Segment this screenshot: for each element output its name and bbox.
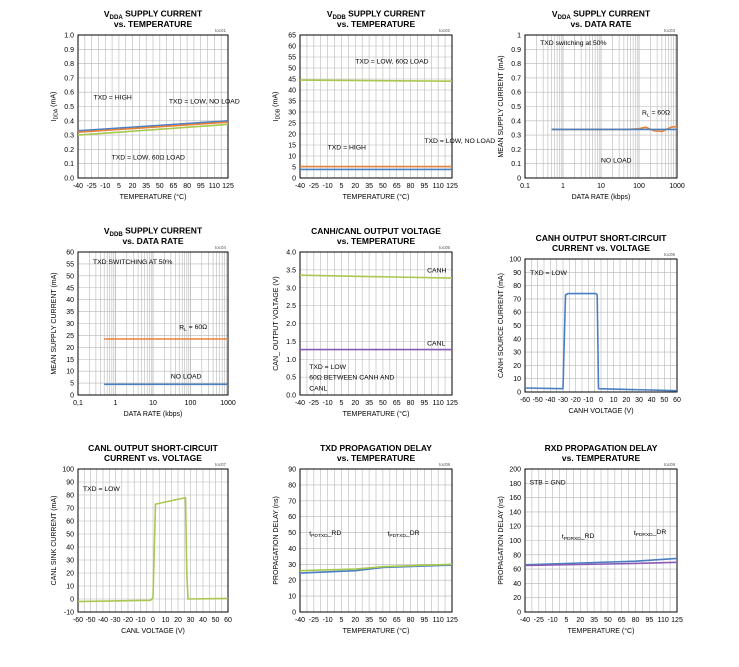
x-tick-label: -60 [72,617,84,624]
x-tick-label: -40 [294,617,306,624]
x-tick-label: 5 [339,400,344,407]
x-tick-label: 40 [647,397,656,404]
y-tick-label: 60 [66,518,74,526]
x-tick-label: 5 [564,617,569,624]
y-tick-label: 0.3 [511,132,521,140]
x-tick-label: -30 [557,397,569,404]
y-tick-label: 30 [513,349,521,357]
y-tick-label: 0.3 [64,132,74,140]
y-tick-label: 2.5 [286,303,296,311]
y-tick-label: 35 [66,309,74,317]
x-tick-label: -40 [519,617,531,624]
annotation-label: CANL [427,340,446,348]
y-tick-label: -10 [63,609,74,617]
y-tick-label: 30 [66,557,74,565]
y-tick-label: 35 [288,98,296,106]
y-tick-label: 20 [288,577,296,585]
y-tick-label: 0 [517,389,521,397]
x-tick-label: 50 [379,183,387,190]
y-tick-label: 50 [513,323,521,330]
chart-panel-3 [498,8,685,201]
chart-panel-5 [273,226,458,418]
y-tick-label: 10 [288,153,296,161]
x-tick-label: -25 [86,183,97,190]
x-tick-label: 35 [365,183,373,190]
x-tick-label: -40 [72,183,84,190]
y-tick-label: 0.4 [511,118,521,126]
annotation-label: TXD = LOW, 60Ω LOAD [111,154,185,162]
x-axis-label: CANL VOLTAGE (V) [121,628,185,635]
x-tick-label: 50 [379,617,387,624]
y-tick-label: 40 [513,336,521,344]
chart-title: $V_{DDB}$ SUPPLY CURRENT [103,225,203,238]
x-tick-label: 10 [597,183,605,190]
y-tick-label: 0 [517,609,521,617]
chart-panel-7 [51,443,232,635]
chart-panel-2 [272,8,495,201]
x-tick-label: 0 [599,397,603,404]
y-tick-label: 0.4 [64,118,74,126]
annotation-label: TXD = LOW, NO LOAD [168,98,240,106]
x-tick-label: 125 [446,400,458,407]
y-tick-label: 100 [509,256,521,264]
x-axis-label: TEMPERATURE (°C) [567,628,635,635]
chart-title: $V_{DDA}$ SUPPLY CURRENT [551,8,651,21]
x-tick-label: 20 [351,400,360,407]
y-tick-label: 0.1 [511,161,521,169]
chart-title: CANH OUTPUT SHORT-CIRCUIT [535,233,667,243]
chart-title: $V_{DDB}$ SUPPLY CURRENT [326,8,426,21]
y-tick-label: 0 [517,175,521,183]
x-tick-label: 80 [183,183,191,190]
y-tick-label: 60 [66,249,74,257]
x-tick-label: 125 [222,183,234,190]
chart-title: CURRENT vs. VOLTAGE [552,243,650,253]
x-axis-label: TEMPERATURE (°C) [342,411,410,418]
x-tick-label: 10 [609,397,618,404]
y-tick-label: 60 [288,514,296,522]
y-axis-label: PROPAGATION DELAY (ns) [498,496,505,585]
y-tick-label: 160 [509,495,521,503]
y-tick-label: 10 [288,593,296,601]
y-tick-label: 20 [288,131,296,139]
x-tick-label: 0 [151,617,155,624]
y-tick-label: 100 [62,466,74,474]
annotation-label: TXD = LOW, NO LOAD [424,137,496,145]
y-tick-label: 0.7 [511,75,521,83]
x-axis-label: DATA RATE (kbps) [571,194,631,201]
x-tick-label: 50 [604,617,612,624]
annotation-label: STB = GND [529,479,566,487]
y-tick-label: 0.8 [511,61,521,69]
x-tick-label: 20 [351,617,360,624]
figure-code: toc01 [214,28,226,33]
annotation-label: CANH [427,267,447,275]
x-tick-label: 20 [622,397,631,404]
annotation-label: $R_L = 60\Omega$ [179,323,208,333]
x-tick-label: -25 [308,400,319,407]
x-tick-label: 65 [392,617,401,624]
x-tick-label: 20 [351,183,360,190]
y-tick-label: 60 [513,566,521,574]
x-tick-label: 80 [406,400,415,407]
x-tick-label: 10 [161,617,170,624]
chart-panel-4 [51,225,236,418]
x-tick-label: 125 [446,617,458,624]
x-tick-label: -50 [532,397,543,404]
y-axis-label: PROPAGATION DELAY (ns) [273,496,280,585]
annotation-label: $t_{PDRXD}\_RD$ [561,532,595,542]
x-tick-label: 1 [561,183,565,190]
chart-panel-1 [50,8,239,201]
y-tick-label: 4.0 [286,249,296,257]
y-tick-label: 200 [509,466,521,474]
y-tick-label: 3.5 [286,267,296,275]
figure-code: toc09 [663,462,675,467]
x-axis-label: TEMPERATURE (°C) [119,194,187,201]
y-tick-label: 0.9 [511,46,521,54]
chart-panel-9 [498,443,683,635]
x-tick-label: 35 [142,183,151,190]
annotation-label: 60Ω BETWEEN CANH AND [309,374,395,382]
x-tick-label: 60 [224,617,232,624]
x-tick-label: 65 [392,400,401,407]
annotation-label: TXD switching at 50% [540,40,607,48]
y-tick-label: 0.5 [511,104,521,111]
x-axis-label: TEMPERATURE (°C) [342,628,410,635]
y-tick-label: 90 [513,269,521,277]
y-tick-label: 10 [513,376,521,384]
y-tick-label: 5 [292,164,296,172]
chart-title: RXD PROPAGATION DELAY [544,443,658,453]
y-tick-label: 0 [292,175,296,183]
x-tick-label: -10 [135,617,146,624]
x-tick-label: 65 [392,183,401,190]
y-tick-label: 40 [513,580,521,588]
chart-title: vs. TEMPERATURE [561,453,641,463]
x-tick-label: 95 [420,617,429,624]
y-tick-label: 0.0 [64,175,74,183]
y-axis-label: CANH SOURCE CURRENT (mA) [498,273,505,378]
chart-title: vs. DATA RATE [570,19,632,29]
y-tick-label: 10 [66,583,74,591]
annotation-label: TXD = LOW [83,486,120,494]
figure-code: toc07 [214,462,226,467]
y-axis-label: MEAN SUPPLY CURRENT (mA) [498,55,505,158]
chart-title: $V_{DDA}$ SUPPLY CURRENT [103,8,203,21]
y-tick-label: 0.8 [64,61,74,69]
chart-title: vs. TEMPERATURE [336,453,416,463]
x-axis-label: DATA RATE (kbps) [123,411,183,418]
y-tick-label: 120 [509,523,521,531]
x-tick-label: 50 [379,400,387,407]
y-tick-label: 40 [66,297,74,305]
x-tick-label: 50 [211,617,220,624]
x-tick-label: -40 [294,400,306,407]
annotation-label: $R_L = 60\Omega$ [642,109,671,119]
y-tick-label: 0 [70,596,74,604]
x-tick-label: 10 [149,400,157,407]
annotation-label: $t_{PDTXD}\_DR$ [387,530,420,540]
x-tick-label: -20 [570,397,581,404]
y-tick-label: 2.0 [286,321,296,328]
figure-code: toc02 [438,28,450,33]
y-tick-label: 0.5 [64,104,74,111]
y-tick-label: 50 [66,273,74,281]
chart-title: CURRENT vs. VOLTAGE [104,453,202,463]
y-tick-label: 1.0 [64,32,74,40]
y-tick-label: 50 [288,65,296,73]
y-axis-label: MEAN SUPPLY CURRENT (mA) [51,272,58,375]
annotation-label: $t_{PDTXD}\_RD$ [309,530,342,540]
annotation-label: TXD = HIGH [93,94,132,102]
x-tick-label: -60 [519,397,531,404]
x-tick-label: 30 [635,397,643,404]
x-tick-label: 1000 [220,400,236,407]
y-tick-label: 15 [288,142,296,150]
y-tick-label: 180 [509,480,521,488]
y-tick-label: 0.1 [64,161,74,169]
y-tick-label: 60 [288,43,296,51]
y-tick-label: 80 [66,492,74,500]
y-tick-label: 0.6 [511,89,521,97]
y-tick-label: 0.7 [64,75,74,83]
x-tick-label: 5 [339,183,344,190]
x-tick-label: 50 [155,183,164,190]
x-tick-label: 20 [576,617,585,624]
annotation-label: TXD = LOW [309,363,347,371]
x-tick-label: -50 [85,617,96,624]
y-tick-label: 0.0 [286,392,296,400]
x-tick-label: 95 [645,617,654,624]
x-tick-label: 1 [113,400,118,407]
y-tick-label: 0 [292,609,296,617]
y-tick-label: 90 [288,466,296,474]
x-tick-label: 80 [406,617,415,624]
y-tick-label: 70 [288,498,296,506]
figure-code: toc06 [663,252,675,257]
y-tick-label: 20 [66,570,74,578]
x-tick-label: -10 [322,617,333,624]
y-tick-label: 0.2 [64,146,74,154]
chart-title: vs. DATA RATE [122,236,184,246]
annotation-label: TXD SWITCHING AT 50% [92,258,173,266]
x-tick-label: 100 [184,400,197,407]
y-tick-label: 140 [509,509,521,517]
x-tick-label: 110 [208,183,220,190]
x-tick-label: 95 [196,183,205,190]
annotation-label: CANL [309,385,328,393]
chart-panel-8 [273,443,458,635]
y-tick-label: 5 [70,380,74,388]
y-axis-label: $I_{DDA}$ (mA) [50,91,60,122]
y-tick-label: 100 [509,538,521,545]
x-tick-label: 125 [446,183,458,190]
y-tick-label: 20 [66,344,74,352]
chart-title: TXD PROPAGATION DELAY [320,443,432,453]
chart-title: CANL OUTPUT SHORT-CIRCUIT [88,443,218,453]
y-tick-label: 0.2 [511,146,521,154]
y-tick-label: 30 [288,561,296,569]
y-tick-label: 20 [513,362,521,370]
x-tick-label: 110 [432,183,444,190]
x-tick-label: 0.1 [520,183,530,190]
y-tick-label: 1 [517,32,521,40]
y-tick-label: 0 [70,392,74,400]
figure-code: toc03 [663,28,675,33]
chart-title: vs. TEMPERATURE [336,19,416,29]
chart-title: vs. TEMPERATURE [336,236,416,246]
series-line-1 [300,80,452,81]
y-tick-label: 45 [66,285,74,293]
x-tick-label: 110 [432,400,444,407]
y-tick-label: 90 [66,479,74,487]
x-tick-label: 95 [420,400,429,407]
y-tick-label: 0.9 [64,46,74,54]
chart-title: vs. TEMPERATURE [113,19,193,29]
x-tick-label: 110 [657,617,669,624]
x-tick-label: 65 [169,183,178,190]
annotation-label: NO LOAD [601,157,632,165]
y-tick-label: 70 [66,505,74,513]
figure-code: toc05 [438,245,450,250]
y-tick-label: 45 [288,76,296,84]
y-axis-label: $I_{DDB}$ (mA) [272,91,282,122]
figure-code: toc04 [214,245,226,250]
y-tick-label: 1.5 [286,338,296,346]
y-tick-label: 40 [288,545,296,553]
y-tick-label: 1.0 [286,356,296,364]
x-axis-label: CANH VOLTAGE (V) [568,408,634,415]
x-tick-label: 125 [671,617,683,624]
annotation-label: NO LOAD [170,373,202,381]
x-tick-label: 80 [631,617,640,624]
y-tick-label: 55 [66,261,74,269]
x-tick-label: 0,1 [73,400,83,407]
y-tick-label: 0.5 [286,374,296,382]
x-tick-label: -10 [322,400,333,407]
x-tick-label: -10 [547,617,558,624]
x-tick-label: 35 [365,400,373,407]
y-tick-label: 30 [288,109,296,117]
y-tick-label: 80 [513,552,521,560]
y-tick-label: 80 [513,283,521,291]
y-tick-label: 25 [288,120,296,128]
y-tick-label: 60 [513,309,521,317]
y-tick-label: 55 [288,54,296,62]
y-tick-label: 20 [513,595,521,603]
x-tick-label: 50 [660,397,669,404]
x-tick-label: -40 [294,183,306,190]
x-tick-label: -25 [308,617,319,624]
y-tick-label: 40 [288,87,296,95]
y-tick-label: 50 [288,530,296,538]
x-tick-label: 20 [174,617,182,624]
y-tick-label: 80 [288,482,296,490]
x-tick-label: -10 [100,183,111,190]
y-axis-label: CANL SINK CURRENT (mA) [51,495,58,586]
y-tick-label: 40 [66,544,74,552]
y-tick-label: 25 [66,332,74,340]
x-tick-label: 40 [199,617,207,624]
x-tick-label: 100 [633,183,645,190]
x-tick-label: 60 [673,397,681,404]
y-tick-label: 3.0 [286,285,296,293]
x-axis-label: TEMPERATURE (°C) [342,194,410,201]
chart-panel-6 [498,233,681,415]
x-tick-label: 95 [420,183,429,190]
x-tick-label: 110 [432,617,444,624]
x-tick-label: -40 [545,397,556,404]
x-tick-label: 20 [128,183,137,190]
y-tick-label: 70 [513,296,521,304]
x-tick-label: 35 [590,617,598,624]
x-tick-label: -40 [97,617,109,624]
y-tick-label: 50 [66,531,74,539]
x-tick-label: 5 [116,183,121,190]
y-axis-label: CAN_ OUTPUT VOLTAGE (V) [273,276,280,371]
x-tick-label: 35 [365,617,373,624]
annotation-label: TXD = LOW, 60Ω LOAD [355,58,429,66]
x-tick-label: 30 [186,617,195,624]
annotation-label: TXD = LOW [530,269,567,277]
x-tick-label: -20 [122,617,134,624]
x-tick-label: 80 [406,183,415,190]
x-tick-label: -10 [322,183,333,190]
x-tick-label: -25 [308,183,319,190]
x-tick-label: -10 [583,397,594,404]
x-tick-label: -30 [110,617,121,624]
y-tick-label: 30 [66,321,74,328]
y-tick-label: 10 [66,368,74,376]
figure-code: toc08 [438,462,450,467]
x-tick-label: 1000 [669,183,685,190]
annotation-label: $t_{PDRXD}\_DR$ [633,529,667,539]
x-tick-label: -25 [533,617,544,624]
chart-title: CANH/CANL OUTPUT VOLTAGE [311,226,441,236]
x-tick-label: 65 [617,617,626,624]
y-tick-label: 15 [66,356,74,364]
x-tick-label: 5 [339,617,344,624]
annotation-label: TXD = HIGH [327,144,366,152]
y-tick-label: 65 [288,32,296,40]
y-tick-label: 0.6 [64,89,74,97]
